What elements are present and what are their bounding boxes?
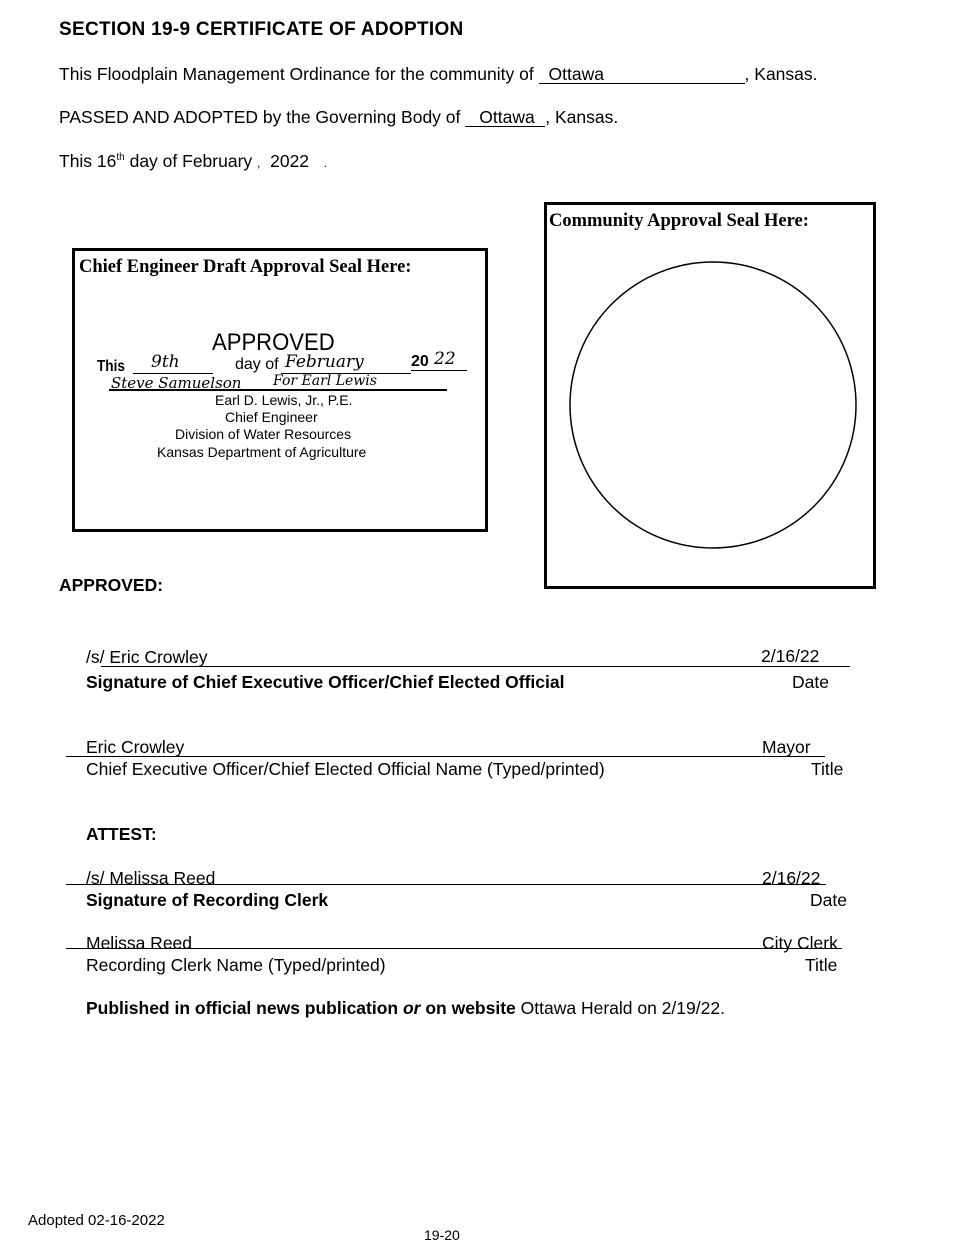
ceo-name-label: Chief Executive Officer/Chief Elected Official Name (Typed/printed) <box>86 759 605 779</box>
clerk-title-label: Title <box>805 955 838 975</box>
stamp-this-label: This <box>97 358 125 375</box>
stamp-division: Division of Water Resources <box>175 426 352 442</box>
ceo-signature-value: /s/ Eric Crowley <box>86 647 208 667</box>
footer-adopted: Adopted 02-16-2022 <box>28 1212 165 1229</box>
passed-adopted-line <box>59 107 618 128</box>
ceo-title-value: Mayor <box>762 737 811 757</box>
community-seal-box <box>544 202 876 589</box>
footer-page-number: 19-20 <box>424 1227 460 1243</box>
ceo-name-line <box>66 756 825 757</box>
clerk-signature-date: 2/16/22 <box>762 868 821 888</box>
seal-circle-icon <box>567 259 859 551</box>
ordinance-line-prefix: This Floodplain Management Ordinance for the community of <box>59 64 539 84</box>
clerk-title-value: City Clerk <box>762 933 838 953</box>
attest-label: ATTEST: <box>86 824 157 844</box>
chief-seal-title: Chief Engineer Draft Approval Seal Here: <box>79 257 412 277</box>
ceo-signature-date: 2/16/22 <box>761 646 820 666</box>
ceo-signature-line <box>101 666 850 667</box>
date-line-year: 2022 <box>270 151 310 171</box>
publication-or: or <box>402 998 421 1018</box>
ceo-title-label: Title <box>811 759 844 779</box>
stamp-engineer-name: Earl D. Lewis, Jr., P.E. <box>215 392 353 408</box>
stamp-year-value: 22 <box>434 349 456 369</box>
ordinance-line <box>59 64 818 85</box>
approved-label: APPROVED: <box>59 575 164 595</box>
approved-stamp-heading: APPROVED <box>212 329 335 356</box>
ceo-date-label: Date <box>792 672 829 692</box>
community-name-field: Ottawa <box>539 65 745 84</box>
clerk-name-line <box>66 948 842 949</box>
passed-adopted-suffix: , Kansas. <box>545 107 619 127</box>
stamp-department: Kansas Department of Agriculture <box>157 444 367 460</box>
date-line-middle: day of February <box>124 151 258 171</box>
stamp-engineer-role: Chief Engineer <box>225 409 318 425</box>
stamp-year-prefix: 20 <box>411 353 429 370</box>
date-line-sup: th <box>116 152 125 164</box>
ceo-name-value: Eric Crowley <box>86 737 185 757</box>
ceo-signature-label: Signature of Chief Executive Officer/Chief Elected Official <box>86 672 565 692</box>
community-seal-title: Community Approval Seal Here: <box>549 211 809 231</box>
clerk-name-value: Melissa Reed <box>86 933 193 953</box>
governing-body-field: Ottawa <box>465 108 545 127</box>
stamp-year-line <box>411 370 467 371</box>
stamp-month-value: February <box>285 352 364 372</box>
clerk-signature-line <box>66 884 826 885</box>
stamp-signature-line <box>109 389 447 391</box>
publication-line <box>86 998 725 1019</box>
clerk-date-label: Date <box>810 890 847 910</box>
ordinance-line-suffix: , Kansas. <box>744 64 818 84</box>
stamp-signature-note: For Earl Lewis <box>273 373 377 389</box>
date-line-comma: , <box>257 156 261 170</box>
chief-engineer-seal-box <box>72 248 488 532</box>
date-line <box>59 151 327 172</box>
clerk-name-label: Recording Clerk Name (Typed/printed) <box>86 955 386 975</box>
publication-part2: on website <box>420 998 516 1018</box>
section-title: SECTION 19-9 CERTIFICATE OF ADOPTION <box>59 19 464 40</box>
stamp-day-of-label: day of <box>235 356 279 373</box>
publication-value: Ottawa Herald on 2/19/22. <box>515 998 725 1018</box>
date-line-prefix: This 16 <box>59 151 117 171</box>
passed-adopted-prefix: PASSED AND ADOPTED by the Governing Body of <box>59 107 466 127</box>
publication-part1: Published in official news publication <box>86 998 403 1018</box>
clerk-signature-label: Signature of Recording Clerk <box>86 890 329 910</box>
date-line-end: . <box>323 156 327 170</box>
stamp-day-value: 9th <box>151 352 180 372</box>
clerk-signature-value: /s/ Melissa Reed <box>86 868 216 888</box>
stamp-signature: Steve Samuelson <box>111 374 242 392</box>
